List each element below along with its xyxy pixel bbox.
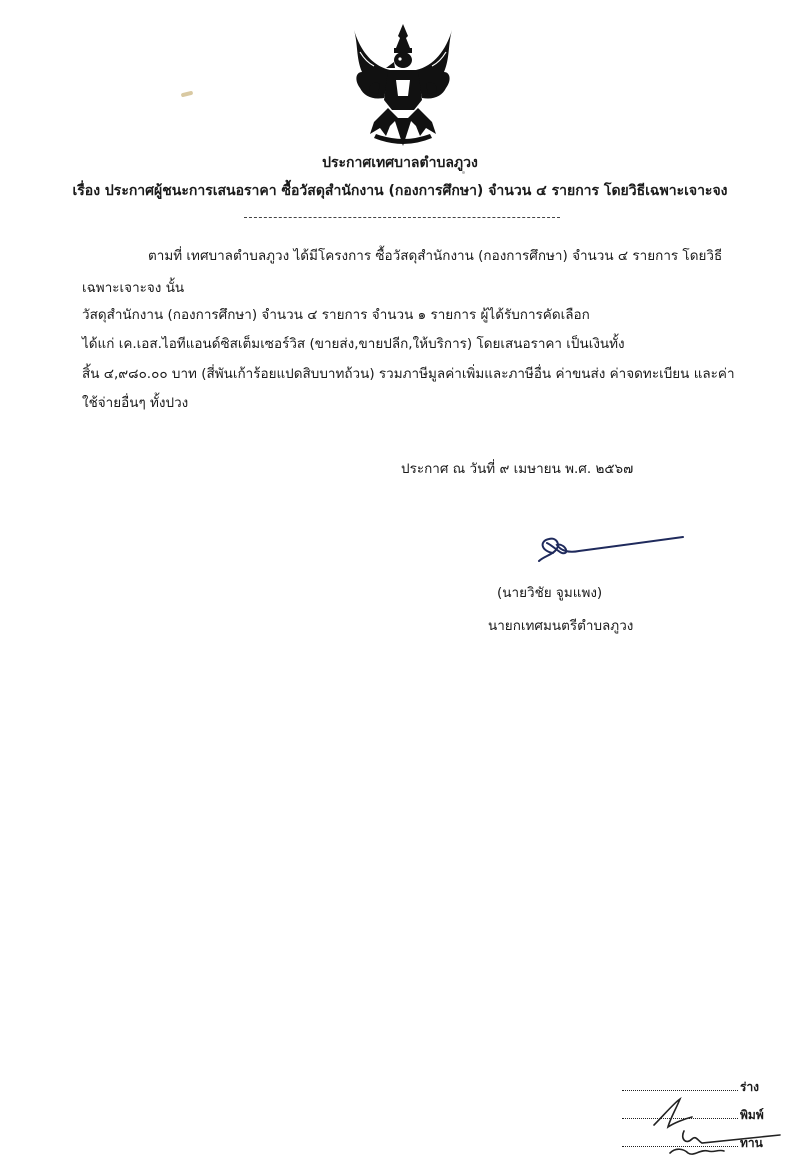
announcement-title: ประกาศเทศบาลตำบลภูวง	[322, 155, 478, 171]
divider	[244, 217, 560, 218]
body-line: วัสดุสำนักงาน (กองการศึกษา) จำนวน ๔ รายการ จำนวน ๑ รายการ ผู้ได้รับการคัดเลือก	[82, 307, 590, 323]
body-line: ได้แก่ เค.เอส.ไอทีแอนด์ซิสเต็มเซอร์วิส (ขายส่ง,ขายปลีก,ให้บริการ) โดยเสนอราคา เป็นเงินทั้ง	[82, 336, 625, 352]
signer-name: (นายวิชัย จูมแพง)	[497, 585, 603, 601]
handwritten-signature	[535, 533, 685, 565]
announcement-subject: เรื่อง ประกาศผู้ชนะการเสนอราคา ซื้อวัสดุสำนักงาน (กองการศึกษา) จำนวน ๔ รายการ โดยวิธีเฉพาะเจาะจง	[72, 183, 728, 199]
garuda-emblem-icon	[350, 22, 456, 148]
body-line: ตามที่ เทศบาลตำบลภูวง ได้มีโครงการ ซื้อวัสดุสำนักงาน (กองการศึกษา) จำนวน ๔ รายการ โดยวิธี	[148, 248, 723, 264]
announce-date: ประกาศ ณ วันที่ ๙ เมษายน พ.ศ. ๒๕๖๗	[401, 461, 634, 477]
body-line: สิ้น ๔,๙๘๐.๐๐ บาท (สี่พันเก้าร้อยแปดสิบบาทถ้วน) รวมภาษีมูลค่าเพิ่มและภาษีอื่น ค่าขนส่ง ค่าจดทะเบียน และค่า	[82, 366, 735, 382]
body-line: ใช้จ่ายอื่นๆ ทั้งปวง	[82, 395, 189, 411]
initials-signature	[640, 1095, 790, 1158]
body-line: เฉพาะเจาะจง นั้น	[82, 280, 185, 296]
footer-checked-label: ทาน	[740, 1136, 763, 1150]
footer-typed-label: พิมพ์	[740, 1108, 764, 1122]
dotted-line	[622, 1090, 738, 1091]
paper-speck	[181, 91, 194, 98]
footer-draft-label: ร่าง	[740, 1080, 760, 1094]
signer-position: นายกเทศมนตรีตำบลภูวง	[488, 618, 634, 634]
